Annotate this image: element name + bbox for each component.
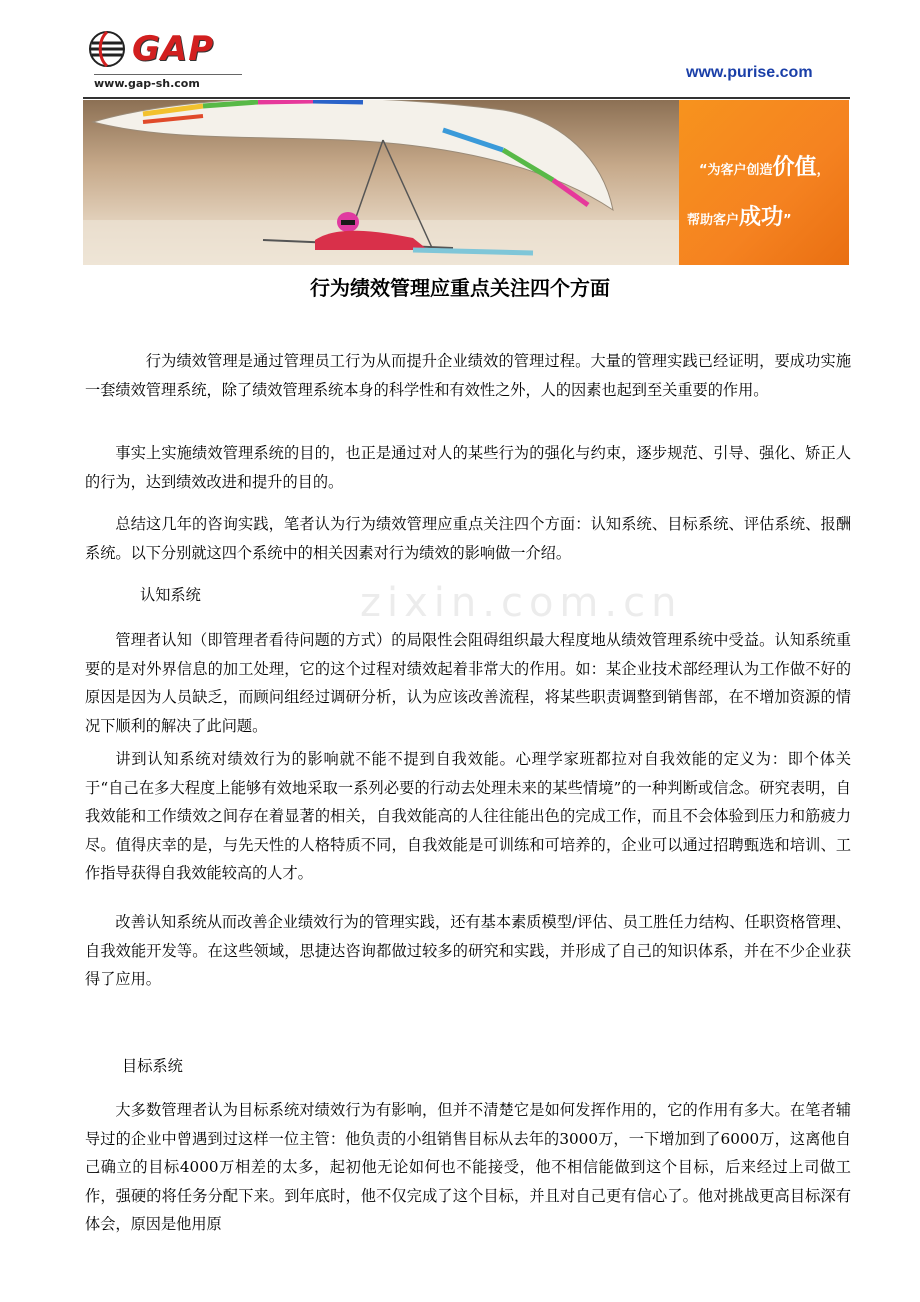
section-heading-cognitive: 认知系统 xyxy=(140,586,201,604)
paragraph-intro: 行为绩效管理是通过管理员工行为从而提升企业绩效的管理过程。大量的管理实践已经证明，要成功实施一套绩效管理系统，除了绩效管理系统本身的科学性和有效性之外，人的因素也起到至关重要的作用。 xyxy=(85,352,851,399)
paragraph-purpose: 事实上实施绩效管理系统的目的，也正是通过对人的某些行为的强化与约束，逐步规范、引导、强化、矫正人的行为，达到绩效改进和提升的目的。 xyxy=(85,444,851,491)
globe-emblem-icon xyxy=(88,30,126,68)
slogan-line-2-punct: ” xyxy=(783,213,792,228)
slogan-line-1-punct: ， xyxy=(816,163,830,178)
paragraph-cognitive-2: 讲到认知系统对绩效行为的影响就不能不提到自我效能。心理学家班都拉对自我效能的定义为：即个体关于“自己在多大程度上能够有效地采取一系列必要的行动去处理未来的某些情境”的一种判断或信念。研究表明，自我效能和工作绩效之间存在着显著的相关，自我效能高的人往往能出色的完成工作，而且不会体验到压力和筋疲力尽。值得庆幸的是，与先天性的人格特质不同，自我效能是可训练和可培养的，企业可以通过招聘甄选和培训、工作指导获得自我效能较高的人才。 xyxy=(85,750,851,882)
site-url-link[interactable]: www.purise.com xyxy=(686,64,813,81)
document-title: 行为绩效管理应重点关注四个方面 xyxy=(310,276,610,300)
hang-glider-illustration xyxy=(83,100,679,265)
paragraph-cognitive-1: 管理者认知（即管理者看待问题的方式）的局限性会阻碍组织最大程度地从绩效管理系统中受益。认知系统重要的是对外界信息的加工处理，它的这个过程对绩效起着非常大的作用。如：某企业技术部经理认为工作做不好的原因是因为人员缺乏，而顾问组经过调研分析，认为应该改善流程，将某些职责调整到销售部，在不增加资源的情况下顺利的解决了此问题。 xyxy=(85,631,851,735)
gap-logo xyxy=(88,26,248,94)
paragraph-cognitive-3: 改善认知系统从而改善企业绩效行为的管理实践，还有基本素质模型/评估、员工胜任力结构、任职资格管理、自我效能开发等。在这些领域，思捷达咨询都做过较多的研究和实践，并形成了自己的知识体系，并在不少企业获得了应用。 xyxy=(85,913,851,988)
slogan-panel xyxy=(679,100,849,265)
logo-url: www.gap-sh.com xyxy=(94,74,242,91)
paragraph-goal-1: 大多数管理者认为目标系统对绩效行为有影响，但并不清楚它是如何发挥作用的，它的作用有多大。在笔者辅导过的企业中曾遇到过这样一位主管：他负责的小组销售目标从去年的3000万，一下增加到了6000万，这离他自己确立的目标4000万相差的太多，起初他无论如何也不能接受，他不相信能做到这个目标，后来经过上司做工作，强硬的将任务分配下来。到年底时，他不仅完成了这个目标，并且对自己更有信心了。他对挑战更高目标深有体会，原因是他用原 xyxy=(85,1101,851,1233)
section-heading-goal: 目标系统 xyxy=(122,1057,183,1075)
slogan-line-2-emphasis: 成功 xyxy=(739,205,784,230)
slogan-line-1-emphasis: 价值 xyxy=(772,155,817,180)
paragraph-summary: 总结这几年的咨询实践，笔者认为行为绩效管理应重点关注四个方面：认知系统、目标系统、评估系统、报酬系统。以下分别就这四个系统中的相关因素对行为绩效的影响做一介绍。 xyxy=(85,515,851,562)
slogan-line-2 xyxy=(687,200,792,231)
watermark: zixin.com.cn xyxy=(360,580,683,626)
header-divider xyxy=(83,97,850,99)
slogan-line-2-text: 帮助客户 xyxy=(687,213,740,228)
slogan-line-1 xyxy=(699,150,830,181)
slogan-line-1-text: “为客户创造 xyxy=(699,163,773,178)
hang-glider-photo xyxy=(83,100,679,265)
logo-wordmark: GAP xyxy=(132,29,215,69)
hero-banner xyxy=(83,100,849,265)
